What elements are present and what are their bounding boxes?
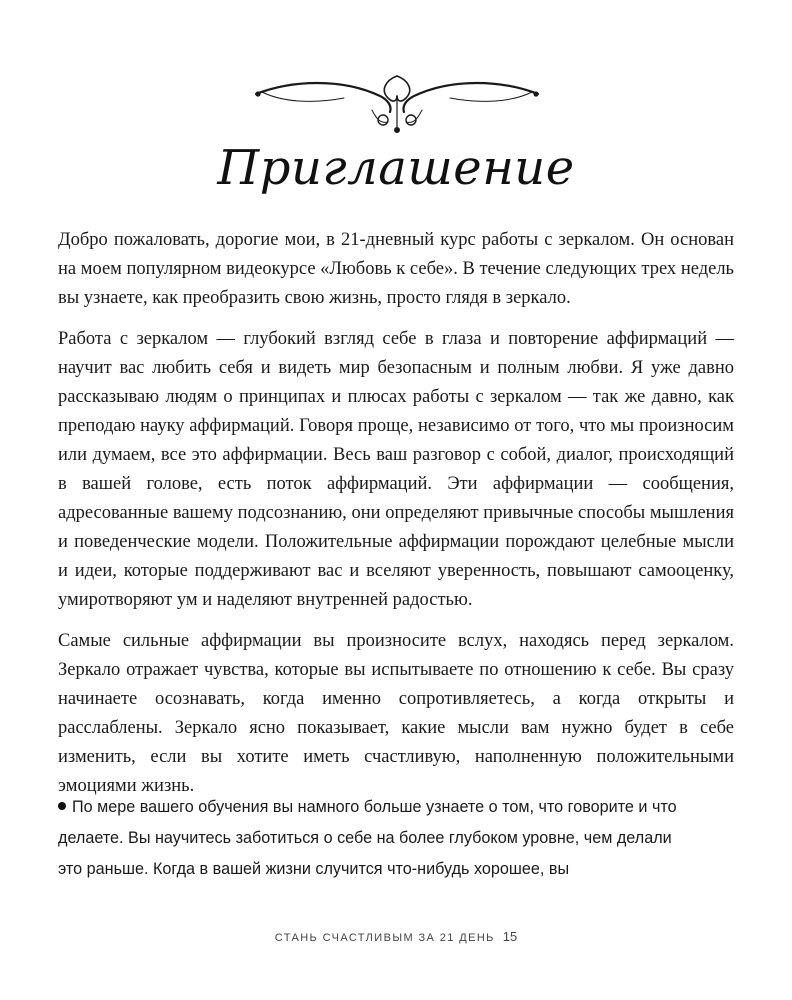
flourish-ornament-icon bbox=[252, 70, 542, 136]
paragraph-2: Работа с зеркалом — глубокий взгляд себе в глаза и повторение аффирмаций — научит вас любить себя и видеть мир безопасным и полным любви. Я уже давно рассказываю людям о принципах и плюсах работы с зеркалом — так же давно, как преподаю науку аффирмаций. Говоря проще, независимо от того, что мы произносим или думаем, все это аффирмации. Весь ваш разговор с собой, диалог, происходящий в вашей голове, есть поток аффирмаций. Эти аффирмации — сообщения, адресованные вашему подсознанию, они определяют привычные способы мышления и поведенческие модели. Положительные аффирмации порождают целебные мысли и идеи, которые поддерживают вас и вселяют уверенность, повышают самооценку, умиротворяют ум и наделяют внутренней радостью. bbox=[58, 329, 734, 610]
page-footer bbox=[0, 928, 792, 946]
body-text bbox=[58, 226, 734, 813]
bullet-dot-icon bbox=[58, 802, 66, 810]
paragraph-3: Самые сильные аффирмации вы произносите вслух, находясь перед зеркалом. Зеркало отражает чувства, которые вы испытываете по отношению к себе. Вы сразу начинаете осознавать, когда именно сопротивляетесь, а когда открыты и расслаблены. Зеркало ясно показывает, какие мысли вам нужно будет в себе изменить, если вы хотите иметь счастливую, наполненную положительными эмоциями жизнь. bbox=[58, 631, 734, 796]
page-number: 15 bbox=[502, 929, 518, 944]
page-title: Приглашение bbox=[217, 140, 575, 196]
highlight-note bbox=[58, 792, 678, 885]
highlight-note-text: По мере вашего обучения вы намного больше узнаете о том, что говорите и что делаете. Вы научитесь заботиться о себе на более глубоком уровне, чем делали это раньше. Когда в вашей жизни случится что-нибудь хорошее, вы bbox=[58, 798, 677, 878]
running-footer-title: СТАНЬ СЧАСТЛИВЫМ ЗА 21 ДЕНЬ bbox=[274, 932, 495, 944]
paragraph-1: Добро пожаловать, дорогие мои, в 21-дневный курс работы с зеркалом. Он основан на моем популярном видеокурсе «Любовь к себе». В течение следующих трех недель вы узнаете, как преобразить свою жизнь, просто глядя в зеркало. bbox=[58, 230, 734, 308]
